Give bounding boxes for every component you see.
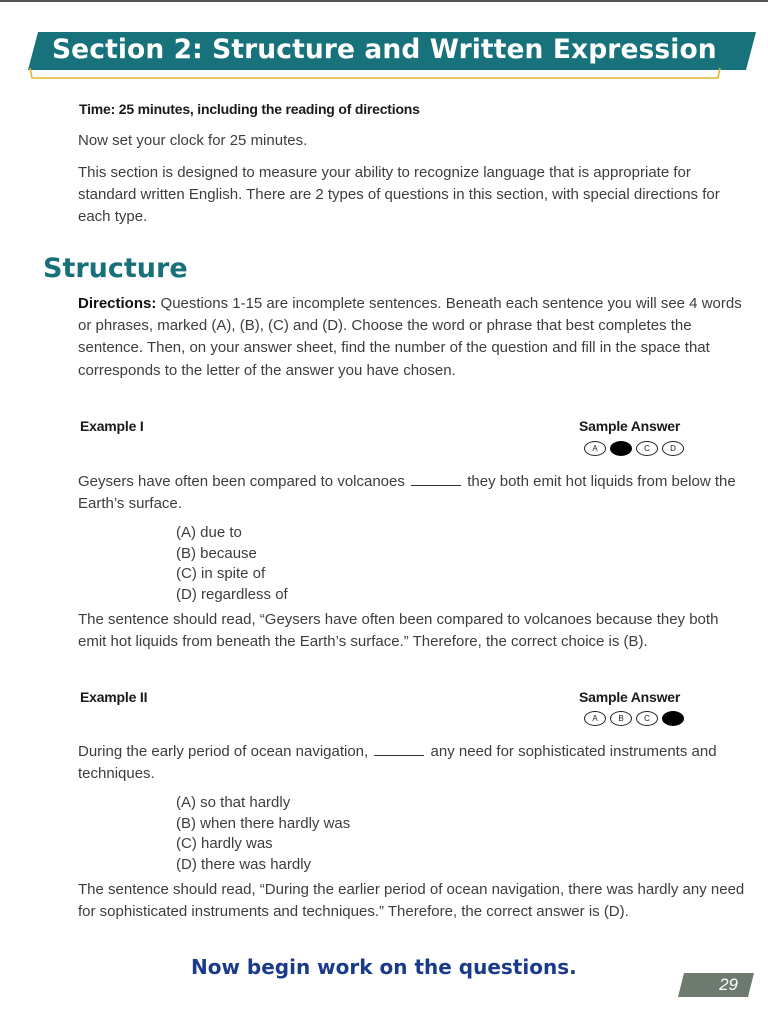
time-instruction: Time: 25 minutes, including the reading of directions (79, 101, 420, 117)
option-b: (B) when there hardly was (176, 814, 351, 832)
example-1-question-end: they both emit hot liquids from below the Earth’s surface. (78, 473, 736, 512)
option-b: (B) because (176, 544, 257, 562)
answer-bubble-b: B (610, 711, 632, 726)
example-1-sample-answer-label: Sample Answer (579, 418, 681, 434)
answer-bubble-a: A (584, 711, 606, 726)
page-number: 29 (719, 975, 738, 994)
section-banner (28, 32, 756, 80)
answer-bubble-c: C (636, 711, 658, 726)
section-description: This section is designed to measure your ability to recognize language that is appropriate for standard written English. There are 2 types of questions in this section, with special directions for each type. (78, 164, 720, 225)
answer-bubble-d-filled (662, 711, 684, 726)
option-d: (D) there was hardly (176, 855, 312, 873)
answer-blank (411, 475, 461, 486)
page-number-tab-background (678, 973, 754, 997)
example-2-answer-bubbles (584, 711, 684, 726)
example-2-label: Example II (80, 689, 148, 705)
example-2-sample-answer-label: Sample Answer (579, 689, 681, 705)
clock-instruction: Now set your clock for 25 minutes. (78, 132, 308, 149)
directions-text: Questions 1-15 are incomplete sentences. Beneath each sentence you will see 4 words or phrases, marked (A), (B), (C) and (D). Choose the word or phrase that best completes the sentence. Then, on your answer sheet, find the number of the question and fill in the space that corresponds to the letter of the answer you have chosen. (78, 295, 742, 379)
option-d: (D) regardless of (176, 585, 288, 603)
example-2-question (78, 741, 746, 785)
option-a: (A) due to (176, 524, 242, 541)
answer-bubble-d: D (662, 441, 684, 456)
example-2-explanation: The sentence should read, “During the earlier period of ocean navigation, there was hardly any need for sophisticated instruments and techniques.” Therefore, the correct answer is (D). (78, 881, 745, 920)
example-2-options (176, 793, 350, 875)
option-c: (C) hardly was (176, 835, 273, 852)
example-1-options (176, 523, 288, 605)
page-number-tab (678, 973, 754, 997)
page-top-rule (0, 0, 768, 2)
directions-label: Directions: (78, 295, 157, 312)
example-2-question-end: any need for sophisticated instruments and techniques. (78, 743, 717, 782)
begin-work-instruction: Now begin work on the questions. (191, 955, 577, 979)
answer-bubble-c: C (636, 441, 658, 456)
answer-bubble-b-filled (610, 441, 632, 456)
answer-bubble-a: A (584, 441, 606, 456)
example-1-answer-bubbles (584, 441, 684, 456)
directions-paragraph (78, 293, 746, 382)
example-1-question-start: Geysers have often been compared to volcanoes (78, 473, 410, 490)
section-title: Section 2: Structure and Written Expression (52, 34, 717, 65)
example-2-question-start: During the early period of ocean navigation, (78, 743, 373, 760)
example-1-label: Example I (80, 418, 144, 434)
example-1-question (78, 471, 746, 515)
structure-heading: Structure (43, 253, 188, 284)
option-c: (C) in spite of (176, 565, 266, 582)
option-a: (A) so that hardly (176, 794, 291, 811)
example-1-explanation: The sentence should read, “Geysers have often been compared to volcanoes because they both emit hot liquids from beneath the Earth’s surface.” Therefore, the correct choice is (B). (78, 611, 719, 650)
answer-blank (374, 745, 424, 756)
